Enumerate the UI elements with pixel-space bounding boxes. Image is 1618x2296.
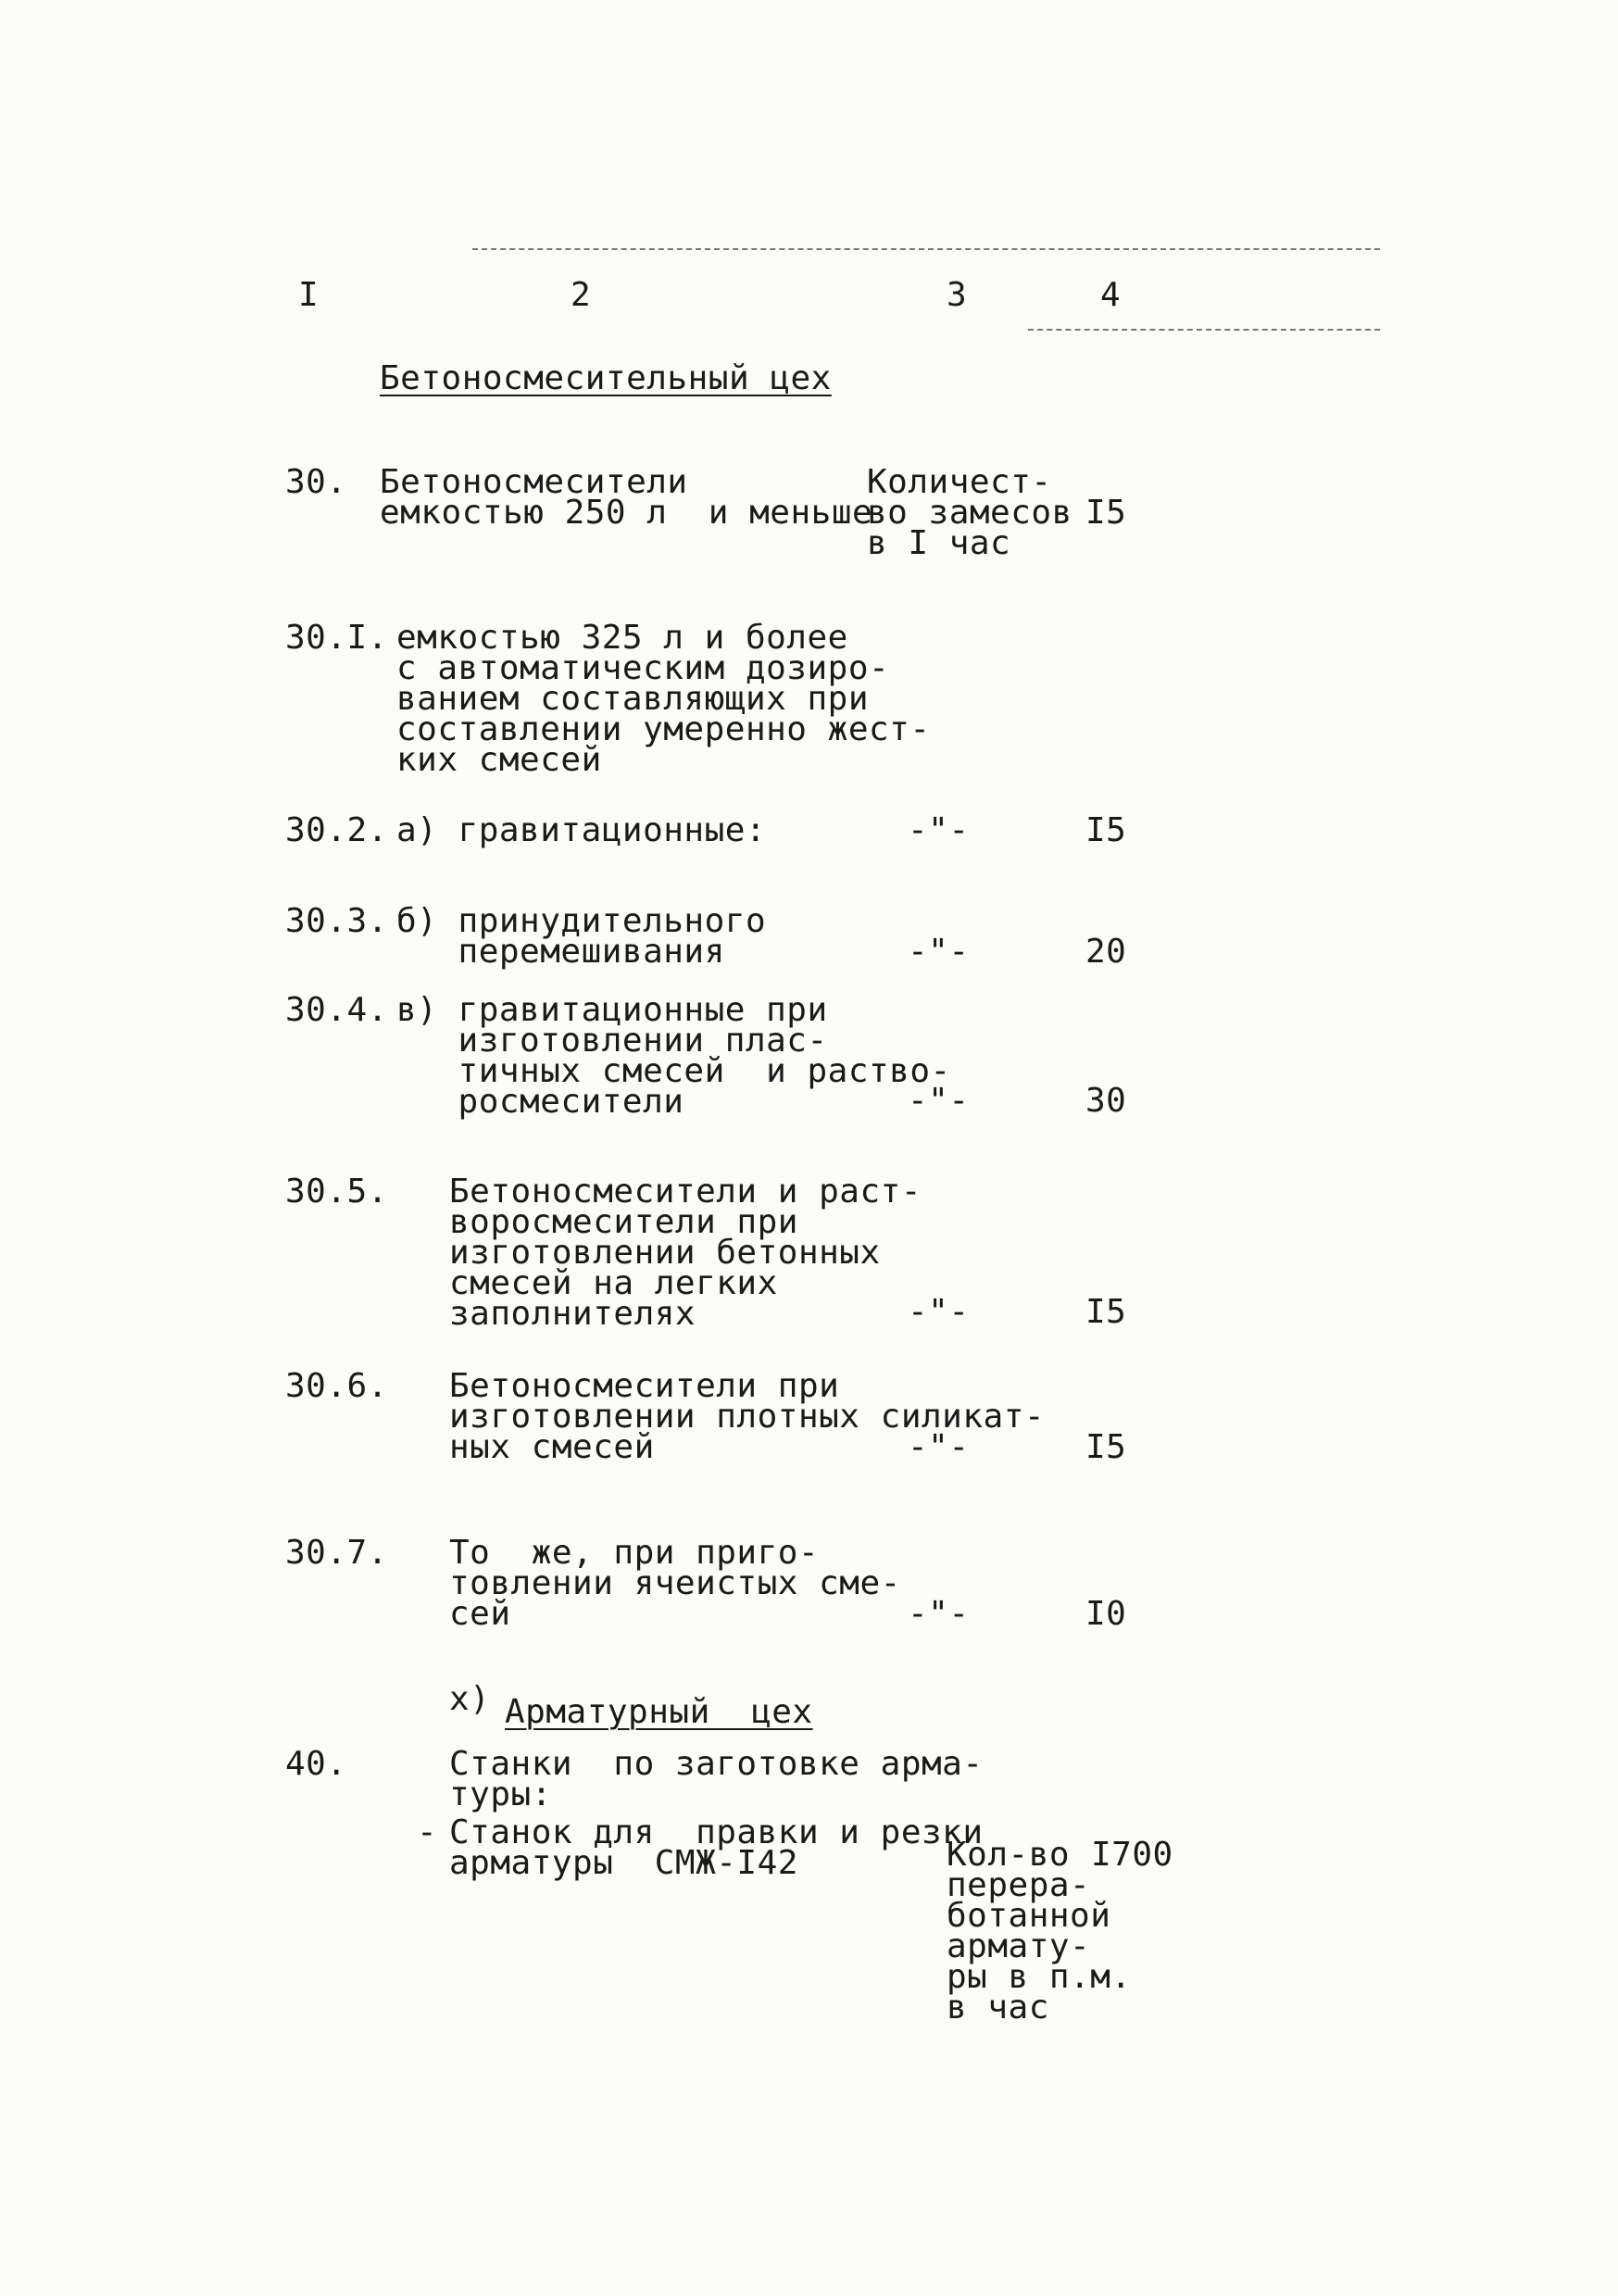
item-value: 20 xyxy=(1085,933,1127,971)
item-unit: -"- xyxy=(908,1595,970,1633)
column-header-2: 2 xyxy=(571,276,592,314)
item-unit: -"- xyxy=(908,1428,970,1466)
item-description: Бетоносмесители и раст- воросмесители при изготовлении бетонных смесей на легких заполнителях xyxy=(449,1173,922,1333)
item-value: I700 xyxy=(1091,1836,1173,1874)
item-unit: -"- xyxy=(908,1293,970,1331)
item-description: То же, при приго- товлении ячеистых сме- сей xyxy=(449,1534,901,1633)
subitem-description: Станок для правки и резки арматуры СМЖ-I42 xyxy=(449,1813,984,1882)
section-prefix: x) xyxy=(449,1680,491,1718)
column-header-1: I xyxy=(298,276,320,314)
item-value: I5 xyxy=(1085,494,1127,532)
item-number: 30.6. xyxy=(285,1367,388,1405)
column-header-3: 3 xyxy=(947,276,968,314)
item-value: 30 xyxy=(1085,1082,1127,1120)
item-number: 30. xyxy=(285,463,347,501)
column-header-4: 4 xyxy=(1100,276,1122,314)
item-number: 30.5. xyxy=(285,1173,388,1211)
item-unit: -"- xyxy=(908,933,970,971)
item-description: Бетоносмесители при изготовлении плотных силикат- ных смесей xyxy=(449,1367,1046,1466)
item-value: I5 xyxy=(1085,1293,1127,1331)
subitem-dash: - xyxy=(417,1813,438,1851)
item-value: I5 xyxy=(1085,1428,1127,1466)
item-unit: Количест- во замесов в I час xyxy=(867,463,1072,562)
item-number: 30.3. xyxy=(285,902,388,940)
item-number: 30.7. xyxy=(285,1534,388,1572)
item-number: 40. xyxy=(285,1745,347,1783)
item-unit: -"- xyxy=(908,1082,970,1120)
item-unit: -"- xyxy=(908,811,970,849)
header-rule xyxy=(1028,329,1380,331)
item-value: I5 xyxy=(1085,811,1127,849)
item-number: 30.I. xyxy=(285,619,388,657)
item-unit: Кол-во перера- ботанной армату- ры в п.м. в час xyxy=(947,1836,1132,2026)
item-number: 30.4. xyxy=(285,991,388,1029)
item-value: I0 xyxy=(1085,1595,1127,1633)
item-description: Станки по заготовке арма- туры: xyxy=(449,1745,984,1813)
top-rule xyxy=(472,248,1380,250)
item-description: емкостью 325 л и более с автоматическим дозиро- ванием составляющих при составлении умеренно жест- ких смесей xyxy=(396,619,931,779)
item-description: б) принудительного перемешивания xyxy=(396,902,767,971)
section-title-rebar: Арматурный цех xyxy=(505,1693,813,1731)
section-title-concrete: Бетоносмесительный цех xyxy=(380,359,832,397)
item-description: а) гравитационные: xyxy=(396,811,767,849)
item-description: в) гравитационные при изготовлении плас- тичных смесей и раство- росмесители xyxy=(396,991,951,1121)
item-number: 30.2. xyxy=(285,811,388,849)
item-description: Бетоносмесители емкостью 250 л и меньше xyxy=(380,463,873,532)
